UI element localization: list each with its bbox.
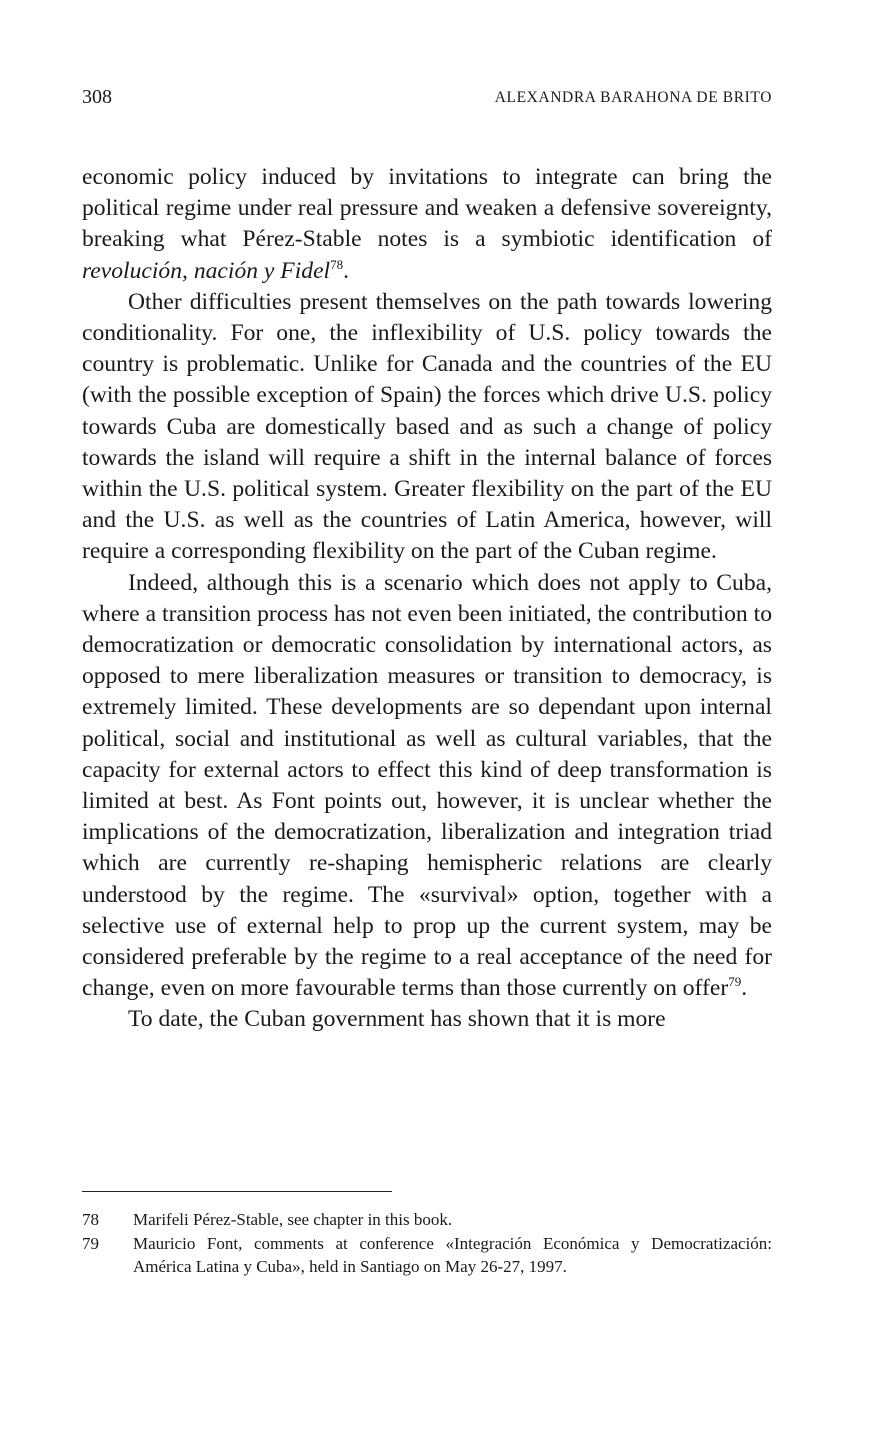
- footnote-79: [82, 1232, 772, 1279]
- footnote-number: 78: [82, 1210, 99, 1229]
- paragraph-1: [82, 162, 772, 287]
- footnote-number: 79: [82, 1233, 99, 1253]
- footnote-ref-79: 79: [728, 974, 742, 990]
- footnote-78: [82, 1208, 772, 1232]
- running-head: [82, 86, 772, 114]
- paragraph-4: To date, the Cuban government has shown that it is more: [128, 1006, 666, 1033]
- body-text: [82, 162, 772, 1036]
- footnote-ref-78: 78: [330, 256, 344, 272]
- paragraph-1-text: economic policy induced by invitations to integrate can bring the political regime under real pressure and weaken a defensive sovereignty, breaking what Pérez-Stable notes is a symbiotic identification of: [82, 164, 772, 253]
- paragraph-1-italic-phrase: revolución, nación y Fidel: [82, 257, 331, 284]
- footnote-divider: [82, 1191, 392, 1192]
- page-number: 308: [82, 86, 112, 108]
- paragraph-1-end: .: [343, 257, 349, 284]
- running-head-author: ALEXANDRA BARAHONA DE BRITO: [494, 89, 772, 106]
- footnotes: [82, 1208, 772, 1279]
- paragraph-3-end: .: [741, 975, 748, 1002]
- paragraph-3-text: Indeed, although this is a scenario which does not apply to Cuba, where a transition process has not even been initiated, the contribution to democratization or democratic consolidation by international actors, as opposed to mere liberalization measures or transition to democracy, is extremely limited. These developments are so dependant upon internal political, social and institutional as well as cultural variables, that the capacity for external actors to effect this kind of deep transformation is limited at best. As Font points out, however, it is unclear whether the implications of the democratization, liberalization and integration triad which are currently re-shaping hemispheric relations are clearly understood by the regime. The «survival» option, together with a selective use of external help to prop up the current system, may be considered preferable by the regime to a real acceptance of the need for change, even on more favourable terms than those currently on offer: [82, 569, 772, 1002]
- paragraph-3: [82, 568, 772, 1005]
- paragraph-2: Other difficulties present themselves on the path towards lowering conditionality. For one, the inflexibility of U.S. policy towards the country is problematic. Unlike for Canada and the countries of the EU (with the possible exception of Spain) the forces which drive U.S. policy towards Cuba are domestically based and as such a change of policy towards the island will require a shift in the internal balance of forces within the U.S. political system. Greater flexibility on the part of the EU and the U.S. as well as the countries of Latin America, however, will require a corresponding flexibility on the part of the Cuban regime.: [82, 288, 772, 565]
- footnote-text: Mauricio Font, comments at conference «Integración Económica y Democratización: América Latina y Cuba», held in Santiago on May 26-27, 1997.: [133, 1233, 772, 1276]
- footnote-text: Marifeli Pérez-Stable, see chapter in this book.: [133, 1210, 453, 1229]
